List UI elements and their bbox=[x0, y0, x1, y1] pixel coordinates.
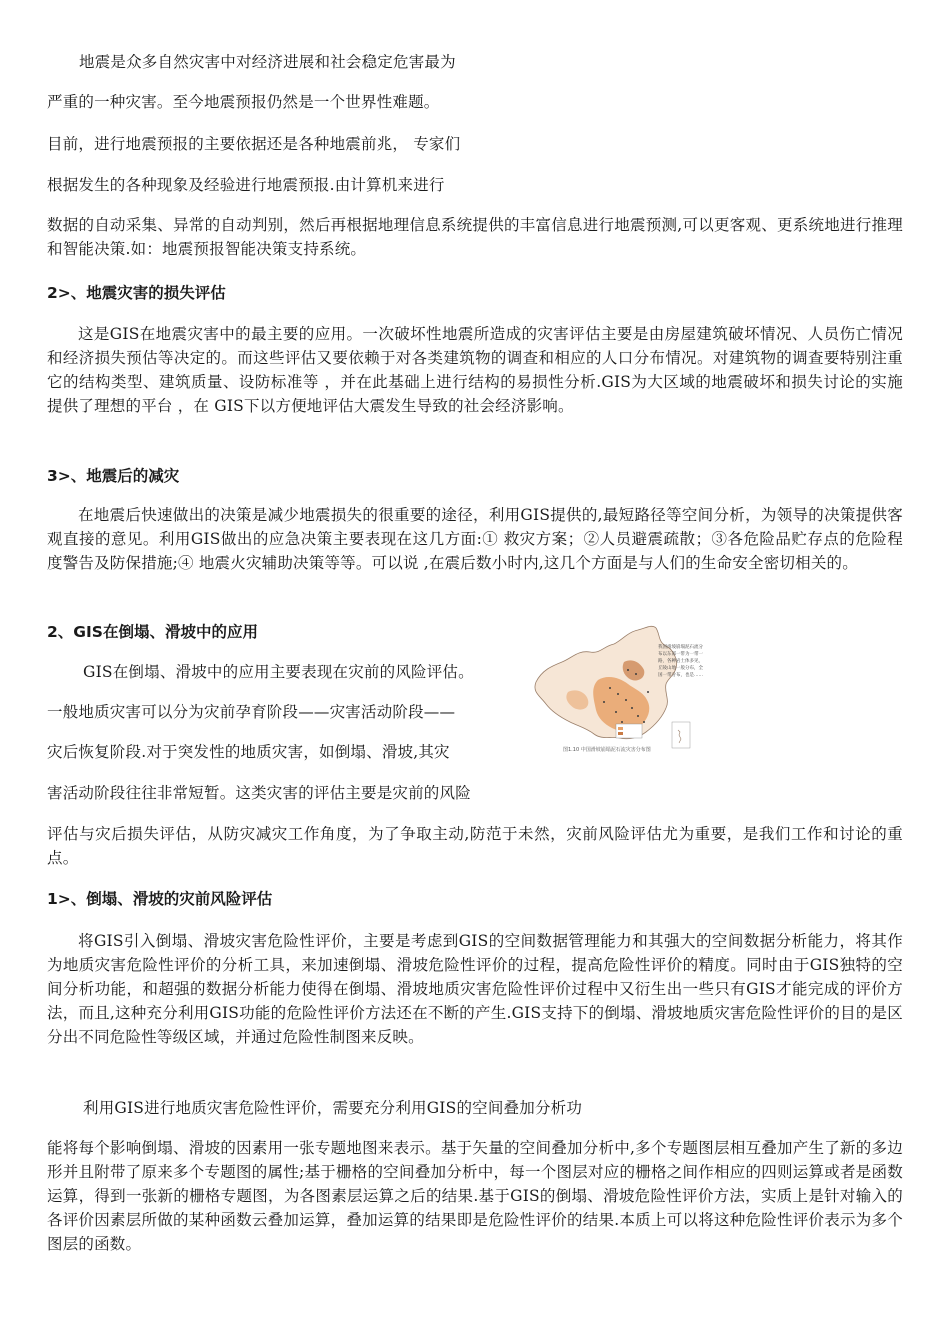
map-note: 我国滑坡崩塌泥石流分布以东部一带为一带一路，各种岩土体多见，丘陵山地一般分布，全国一带分布，也是…… bbox=[658, 645, 703, 678]
section-heading: 1>、倒塌、滑坡的灾前风险评估 bbox=[47, 890, 273, 908]
section-heading: 3>、地震后的减灾 bbox=[47, 467, 180, 485]
paragraph: 能将每个影响倒塌、滑坡的因素用一张专题地图来表示。基于矢量的空间叠加分析中,多个专题图层相互叠加产生了新的多边形并且附带了原来多个专题图的属性;基于栅格的空间叠加分析中，每一个图层对应的栅格之间作相应的四则运算或者是函数运算，得到一张新的栅格专题图，为各图素层运算之后的结果.基于GIS的倒塌、滑坡危险性评价方法，实质上是针对输入的各评价因素层所做的某种函数云叠加运算，叠加运算的结果即是危险性评价的结果.本质上可以将这种危险性评价表示为多个图层的函数。 bbox=[47, 1139, 903, 1253]
paragraph: 评估与灾后损失评估，从防灾减灾工作角度，为了争取主动,防范于未然，灾前风险评估尤为重要，是我们工作和讨论的重点。 bbox=[47, 825, 903, 867]
line-5: GIS在倒塌、滑坡中的应用主要表现在灾前的风险评估。 bbox=[83, 663, 474, 681]
figure-caption: 图1.10 中国滑坡崩塌泥石流灾害分布图 bbox=[563, 747, 651, 753]
legend-box bbox=[616, 724, 642, 738]
paragraph: 数据的自动采集、异常的自动判别，然后再根据地理信息系统提供的丰富信息进行地震预测,可以更客观、更系统地进行推理和智能决策.如：地震预报智能决策支持系统。 bbox=[47, 216, 903, 258]
line-2: 严重的一种灾害。至今地震预报仍然是一个世界性难题。 bbox=[47, 93, 440, 111]
paragraph: 这是GIS在地震灾害中的最主要的应用。一次破坏性地震所造成的灾害评估主要是由房屋建筑破坏情况、人员伤亡情况和经济损失预估等决定的。而这些评估又要依赖于对各类建筑物的调查和相应的人口分布情况。对建筑物的调查要特别注重它的结构类型、建筑质量、设防标准等 ，并在此基础上进行结构的易损性分析.GIS为大区域的地震破坏和损失讨论的实施提供了理想的平台 ，在 GIS下以方便地评估大震发生导致的社会经济影响。 bbox=[47, 325, 903, 415]
china-hazard-map-figure bbox=[528, 622, 708, 760]
paragraph: 将GIS引入倒塌、滑坡灾害危险性评价，主要是考虑到GIS的空间数据管理能力和其强大的空间数据分析能力，将其作为地质灾害危险性评价的分析工具，来加速倒塌、滑坡危险性评价的过程，提高危险性评价的精度。同时由于GIS独特的空间分析功能，和超强的数据分析能力使得在倒塌、滑坡地质灾害危险性评价过程中又衍生出一些只有GIS才能完成的评价方法，而且,这种充分利用GIS功能的危险性评价方法还在不断的产生.GIS支持下的倒塌、滑坡地质灾害危险性评价的目的是区分出不同危险性等级区域，并通过危险性制图来反映。 bbox=[47, 932, 903, 1046]
line-1: 地震是众多自然灾害中对经济进展和社会稳定危害最为 bbox=[79, 53, 456, 71]
legend-swatch bbox=[618, 727, 623, 730]
inset-box bbox=[672, 722, 690, 748]
line-9: 利用GIS进行地质灾害危险性评价，需要充分利用GIS的空间叠加分析功 bbox=[83, 1099, 583, 1117]
legend-swatch bbox=[618, 732, 623, 735]
line-7: 灾后恢复阶段.对于突发性的地质灾害，如倒塌、滑坡,其灾 bbox=[47, 743, 450, 761]
line-8: 害活动阶段往往非常短暂。这类灾害的评估主要是灾前的风险 bbox=[47, 784, 471, 802]
line-4: 根据发生的各种现象及经验进行地震预报.由计算机来进行 bbox=[47, 176, 445, 194]
paragraph: 在地震后快速做出的决策是减少地震损失的很重要的途径，利用GIS提供的,最短路径等空间分析，为领导的决策提供客观直接的意见。利用GIS做出的应急决策主要表现在这几方面:① 救灾方案；②人员避震疏散；③各危险品贮存点的危险程度警告及防保措施;④ 地震火灾辅助决策等等。可以说 ,在震后数小时内,这几个方面是与人们的生命安全密切相关的。 bbox=[47, 506, 903, 572]
section-heading: 2>、地震灾害的损失评估 bbox=[47, 284, 226, 302]
line-3: 目前，进行地震预报的主要依据还是各种地震前兆， 专家们 bbox=[47, 135, 461, 153]
china-map-graphic bbox=[528, 622, 708, 760]
section-heading: 2、GIS在倒塌、滑坡中的应用 bbox=[47, 623, 258, 641]
line-6: 一般地质灾害可以分为灾前孕育阶段——灾害活动阶段—— bbox=[47, 703, 456, 721]
